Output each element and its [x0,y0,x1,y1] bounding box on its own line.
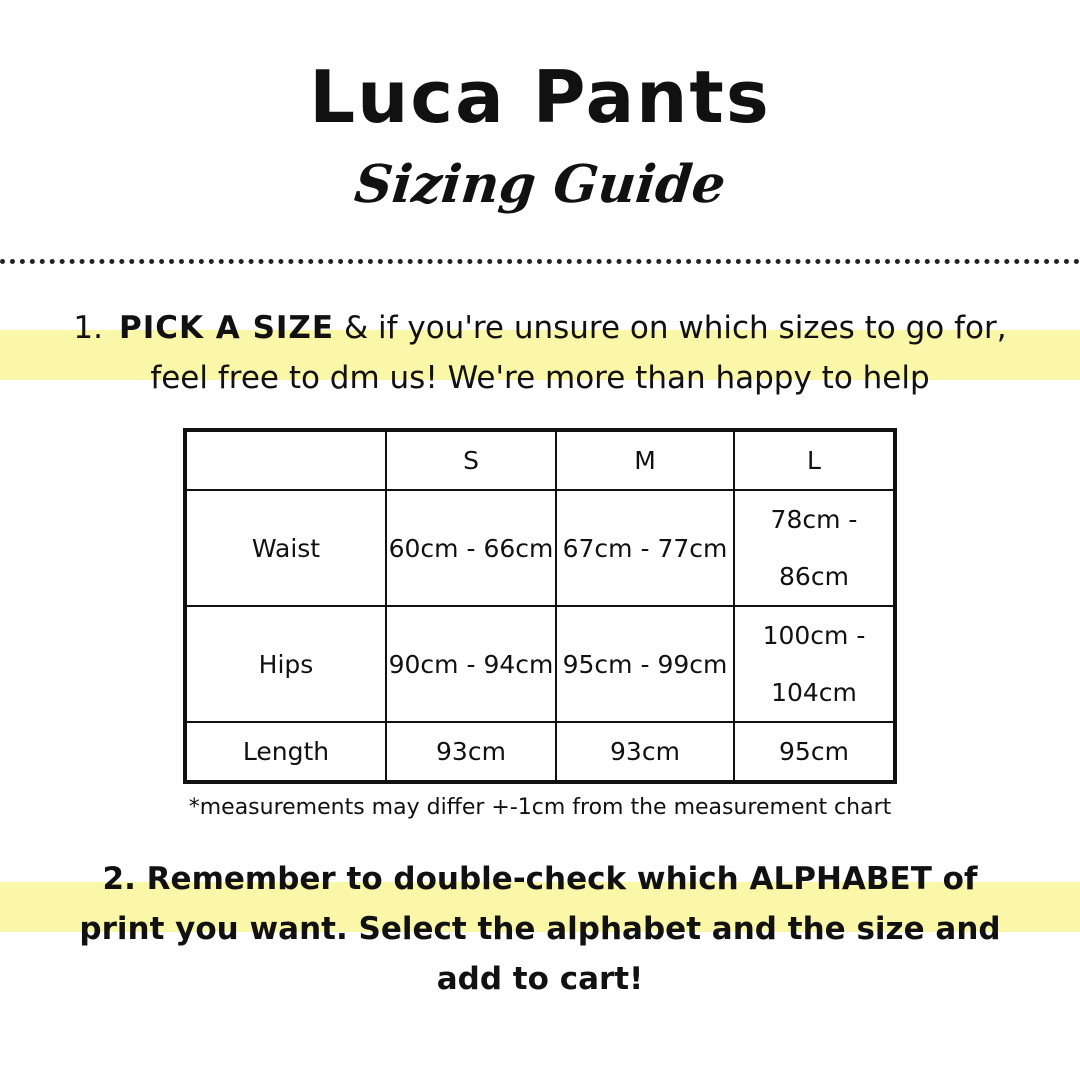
table-row-hips [185,606,895,722]
step1-bold: PICK A SIZE [118,310,335,346]
table-cell: 100cm - 104cm [734,606,895,722]
table-cell: 67cm - 77cm [556,490,734,606]
table-cell: 93cm [556,722,734,782]
step1-instruction [0,303,1080,403]
table-row-length [185,722,895,782]
row-label: Length [185,722,386,782]
row-label: Waist [185,490,386,606]
table-cell: 95cm [734,722,895,782]
measurement-footnote: *measurements may differ +-1cm from the measurement chart [188,795,892,820]
table-cell: 95cm - 99cm [556,606,734,722]
step1-line2: feel free to dm us! We're more than happy to help [150,360,930,396]
size-table [183,428,897,784]
header-cell-empty [185,430,386,490]
header-cell-l: L [734,430,895,490]
step1-line1 [0,303,1080,353]
table-header-row [185,430,895,490]
table-cell: 78cm - 86cm [734,490,895,606]
table-cell: 93cm [386,722,556,782]
size-chart [183,428,897,784]
dotted-divider [0,259,1080,264]
header-cell-s: S [386,430,556,490]
step1-number: 1. [73,310,103,346]
step2-instruction: 2. Remember to double-check which ALPHABET of print you want. Select the alphabet and the size and add to cart! [79,861,1001,997]
step1-rest: & if you're unsure on which sizes to go for, [334,310,1007,346]
table-row-waist [185,490,895,606]
table-cell: 90cm - 94cm [386,606,556,722]
page-title: Luca Pants [309,55,771,139]
table-cell: 60cm - 66cm [386,490,556,606]
header-cell-m: M [556,430,734,490]
row-label: Hips [185,606,386,722]
page-subtitle: Sizing Guide [351,154,729,215]
